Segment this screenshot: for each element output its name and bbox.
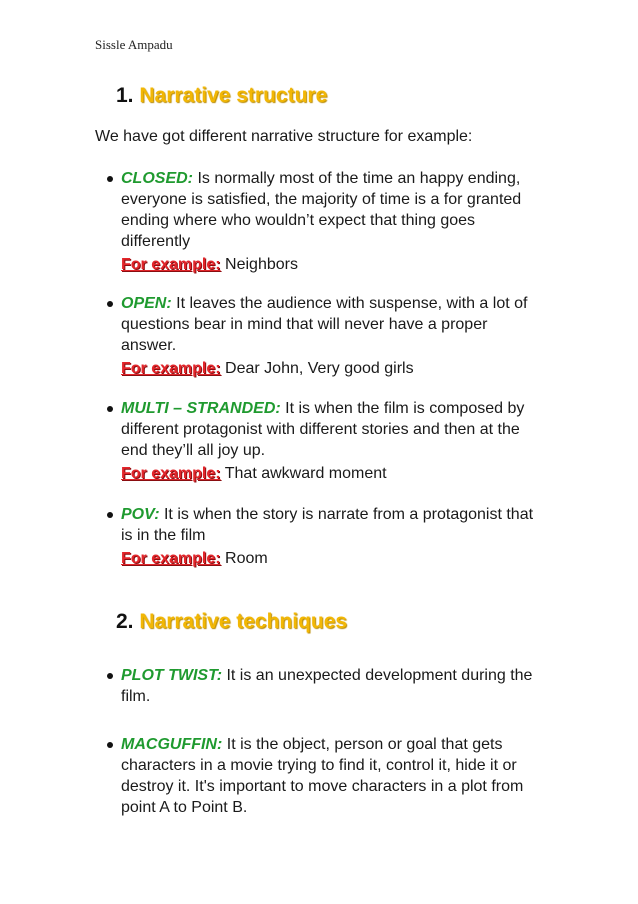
item-text: It leaves the audience with suspense, with a lot of questions bear in mind that will never have a proper answer.: [121, 295, 528, 354]
example-value: Dear John, Very good girls: [225, 360, 414, 377]
list-item-plot-twist: [121, 665, 546, 707]
list-item-pov: [121, 504, 546, 569]
section-title: Narrative techniques: [139, 610, 348, 633]
example-line: [121, 548, 546, 569]
example-label: For example:: [121, 550, 221, 567]
item-text: It is when the film is composed by different protagonist with different stories and then at the end they’ll all joy up.: [121, 400, 525, 459]
bullet-icon: [107, 406, 113, 412]
example-value: Neighbors: [225, 256, 298, 273]
item-text: It is the object, person or goal that gets characters in a movie trying to find it, control it, hide it or destroy it. It's important to move characters in a plot from point A to Point B.: [121, 736, 524, 816]
list-item-closed: [121, 168, 546, 275]
section-heading-narrative-structure: [116, 84, 327, 108]
example-label: For example:: [121, 465, 221, 482]
example-line: [121, 463, 546, 484]
item-label: OPEN:: [121, 295, 172, 312]
item-label: POV:: [121, 506, 160, 523]
bullet-icon: [107, 512, 113, 518]
intro-paragraph: We have got different narrative structure for example:: [95, 128, 473, 145]
example-label: For example:: [121, 256, 221, 273]
example-label: For example:: [121, 360, 221, 377]
example-line: [121, 358, 546, 379]
item-text: It is an unexpected development during the film.: [121, 667, 533, 705]
bullet-icon: [107, 742, 113, 748]
item-label: CLOSED:: [121, 170, 193, 187]
example-value: That awkward moment: [224, 465, 387, 482]
item-label: PLOT TWIST:: [121, 667, 223, 684]
list-item-multi-stranded: [121, 398, 546, 484]
section-number: 1.: [116, 84, 134, 107]
page-header-author: Sissle Ampadu: [95, 37, 173, 52]
list-item-macguffin: [121, 734, 546, 818]
item-label: MULTI – STRANDED:: [121, 400, 281, 417]
bullet-icon: [107, 673, 113, 679]
bullet-icon: [107, 176, 113, 182]
example-value: Room: [225, 550, 268, 567]
item-text: It is when the story is narrate from a protagonist that is in the film: [121, 506, 534, 544]
section-heading-narrative-techniques: [116, 610, 347, 634]
list-item-open: [121, 293, 546, 379]
section-number: 2.: [116, 610, 134, 633]
example-line: [121, 254, 546, 275]
item-label: MACGUFFIN:: [121, 736, 223, 753]
bullet-icon: [107, 301, 113, 307]
item-text: Is normally most of the time an happy ending, everyone is satisfied, the majority of time is a for granted ending where who wouldn’t expect that thing goes differently: [121, 170, 522, 250]
section-title: Narrative structure: [139, 84, 328, 107]
